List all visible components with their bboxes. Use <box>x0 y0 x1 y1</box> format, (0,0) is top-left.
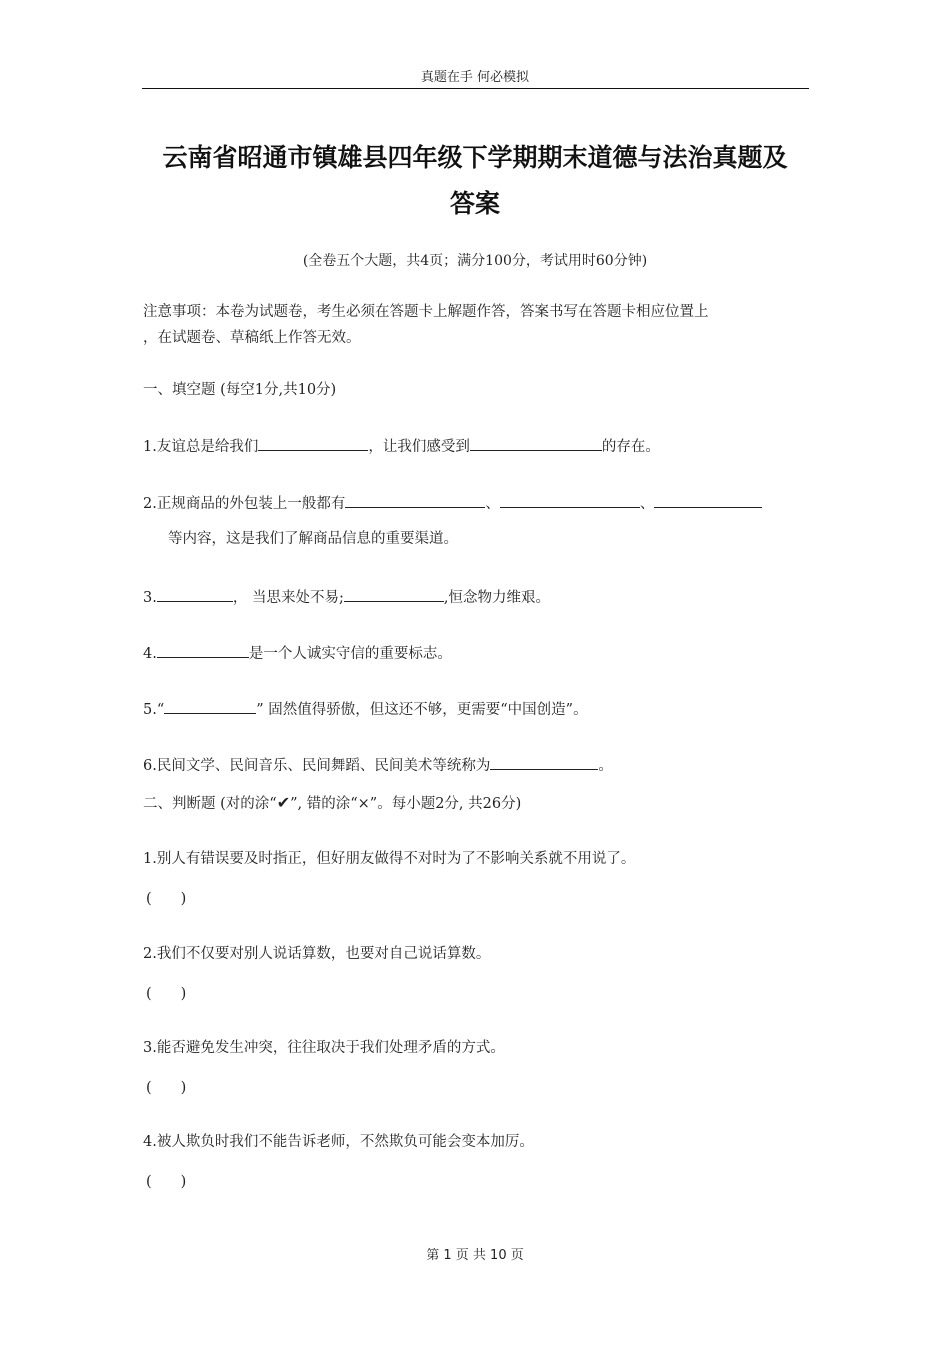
page-header: 真题在手 何必模拟 <box>420 70 530 85</box>
fill-question-6 <box>143 753 613 776</box>
q2-text-a: 2.正规商品的外包装上一般都有 <box>143 496 346 512</box>
q2-blank-2[interactable] <box>500 491 640 508</box>
section1-heading: 一、填空题 (每空1分,共10分) <box>143 382 337 398</box>
q4-text-a: 4. <box>143 646 157 662</box>
q1-text-c: 的存在。 <box>601 439 660 455</box>
q1-blank-2[interactable] <box>470 434 602 451</box>
judge-answer-1[interactable]: ( ) <box>146 891 187 907</box>
fill-question-4 <box>143 641 452 664</box>
q1-text-b: ，让我们感受到 <box>368 439 470 455</box>
fill-question-3 <box>143 585 550 608</box>
q4-text-b: 是一个人诚实守信的重要标志。 <box>248 646 452 662</box>
judge-answer-3[interactable]: ( ) <box>146 1080 187 1096</box>
q3-blank-1[interactable] <box>157 585 233 602</box>
exam-title-line1: 云南省昭通市镇雄县四年级下学期期末道德与法治真题及 <box>162 143 788 172</box>
q6-text-b: 。 <box>598 758 613 774</box>
judge-question-1: 1.别人有错误要及时指正，但好朋友做得不对时为了不影响关系就不用说了。 <box>143 851 636 867</box>
judge-question-4: 4.被人欺负时我们不能告诉老师，不然欺负可能会变本加厉。 <box>143 1134 534 1150</box>
notice-line1: 注意事项：本卷为试题卷，考生必须在答题卡上解题作答，答案书写在答题卡相应位置上 <box>143 304 709 320</box>
notice-line2: ，在试题卷、草稿纸上作答无效。 <box>143 330 361 346</box>
header-divider <box>142 88 809 89</box>
q2-sep-2: 、 <box>639 496 655 512</box>
judge-answer-4[interactable]: ( ) <box>146 1174 187 1190</box>
page-footer: 第 1 页 共 10 页 <box>426 1248 524 1263</box>
q3-text-b: ， 当思来处不易; <box>232 590 344 606</box>
q5-text-b: ” 固然值得骄傲，但这还不够，更需要“中国创造”。 <box>256 702 588 718</box>
judge-question-2: 2.我们不仅要对别人说话算数，也要对自己说话算数。 <box>143 946 491 962</box>
judge-answer-2[interactable]: ( ) <box>146 986 187 1002</box>
q2-sep-1: 、 <box>485 496 500 512</box>
q4-blank-1[interactable] <box>157 641 249 658</box>
q2-blank-1[interactable] <box>345 491 485 508</box>
fill-question-5 <box>143 697 588 720</box>
exam-subtitle: (全卷五个大题，共4页；满分100分，考试用时60分钟) <box>302 253 648 269</box>
q6-blank-1[interactable] <box>490 753 598 770</box>
q5-text-a: 5.“ <box>143 702 165 718</box>
q5-blank-1[interactable] <box>164 697 256 714</box>
section2-heading-a: 二、判断题 (对的涂“ <box>143 796 277 812</box>
q1-blank-1[interactable] <box>258 434 368 451</box>
q3-text-a: 3. <box>143 590 157 606</box>
q3-text-c: ,恒念物力维艰。 <box>443 590 550 606</box>
judge-question-3: 3.能否避免发生冲突，往往取决于我们处理矛盾的方式。 <box>143 1040 505 1056</box>
check-mark-icon: ✔ <box>276 793 291 812</box>
section2-heading <box>143 793 521 814</box>
fill-question-2 <box>143 491 762 514</box>
q2-line2: 等内容，这是我们了解商品信息的重要渠道。 <box>168 531 458 547</box>
exam-title-line2: 答案 <box>449 189 500 218</box>
q6-text-a: 6.民间文学、民间音乐、民间舞蹈、民间美术等统称为 <box>143 758 491 774</box>
q3-blank-2[interactable] <box>344 585 444 602</box>
section2-heading-b: ”, 错的涂“×”。每小题2分, 共26分) <box>290 796 522 812</box>
fill-question-1 <box>143 434 660 457</box>
q1-text-a: 1.友谊总是给我们 <box>143 439 259 455</box>
q2-blank-3[interactable] <box>654 491 762 508</box>
